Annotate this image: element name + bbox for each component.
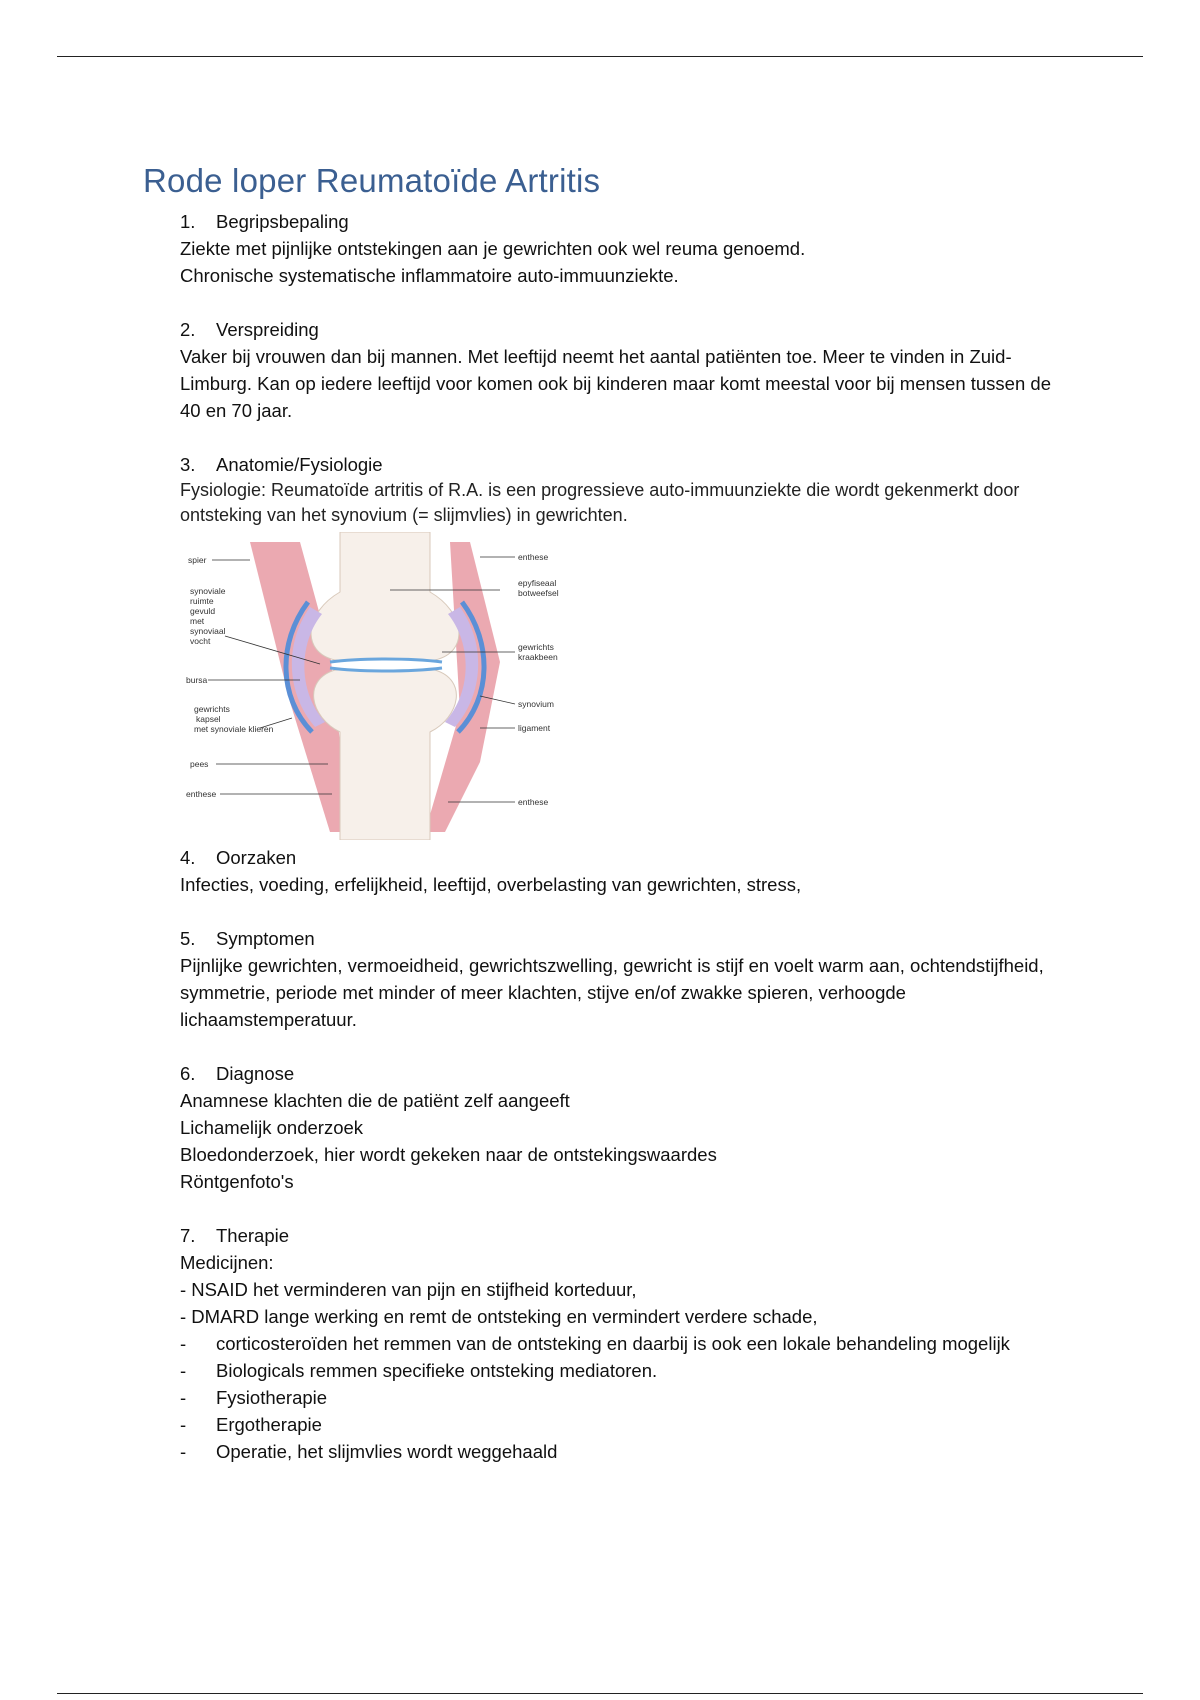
- label-epyfiseaal: epyfiseaal: [518, 578, 557, 588]
- paragraph-line: Medicijnen:: [180, 1252, 274, 1273]
- section-title: Begripsbepaling: [216, 211, 349, 232]
- list-item: - Biologicals remmen specifieke ontsteking mediatoren.: [180, 1360, 658, 1381]
- paragraph-line: Bloedonderzoek, hier wordt gekeken naar de ontstekingswaardes: [180, 1144, 717, 1165]
- joint-anatomy-figure: [180, 532, 580, 840]
- footer-rule: [57, 1693, 1143, 1694]
- page-title: Rode loper Reumatoïde Artritis: [143, 162, 601, 199]
- section-heading-oorzaken: [180, 844, 1060, 871]
- section-number: 1.: [180, 211, 196, 232]
- section-title: Verspreiding: [216, 319, 319, 340]
- paragraph-line: Lichamelijk onderzoek: [180, 1117, 364, 1138]
- document-body: [180, 208, 1060, 1465]
- paragraph-line: - NSAID het verminderen van pijn en stijfheid korteduur,: [180, 1279, 637, 1300]
- label-kraakbeen: kraakbeen: [518, 652, 558, 662]
- list-item: - Operatie, het slijmvlies wordt weggehaald: [180, 1441, 558, 1462]
- section-number: 4.: [180, 847, 196, 868]
- paragraph: Infecties, voeding, erfelijkheid, leeftijd, overbelasting van gewrichten, stress,: [180, 874, 802, 895]
- label-enthese-top: enthese: [518, 552, 549, 562]
- fysiologie-text: Fysiologie: Reumatoïde artritis of R.A. is een progressieve auto-immuunziekte die wordt gekenmerkt door ontsteking van het synovium (= slijmvlies) in gewrichten.: [180, 480, 1020, 525]
- fysiologie-paragraph: [180, 478, 1060, 528]
- section-heading-diagnose: [180, 1060, 1060, 1087]
- list-item: - corticosteroïden het remmen van de ontsteking en daarbij is ook een lokale behandeling mogelijk: [180, 1333, 1010, 1354]
- label-botweefsel: botweefsel: [518, 588, 559, 598]
- label-gevuld: gevuld: [190, 606, 216, 616]
- label-met: met: [190, 616, 205, 626]
- paragraph-line: Anamnese klachten die de patiënt zelf aangeeft: [180, 1090, 570, 1111]
- section-title: Diagnose: [216, 1063, 295, 1084]
- paragraph-line: Chronische systematische inflammatoire auto-immuunziekte.: [180, 265, 679, 286]
- label-enthese-bottom: enthese: [518, 797, 549, 807]
- cartilage: [330, 659, 442, 671]
- label-synoviaal: synoviaal: [190, 626, 226, 636]
- section-title: Symptomen: [216, 928, 315, 949]
- section-title: Anatomie/Fysiologie: [216, 454, 383, 475]
- paragraph: Vaker bij vrouwen dan bij mannen. Met leeftijd neemt het aantal patiënten toe. Meer te vinden in Zuid-Limburg. Kan op iedere leeftijd voor komen ook bij kinderen maar komt meestal voor bij mensen tussen de 40 en 70 jaar.: [180, 346, 1051, 421]
- label-spier: spier: [188, 555, 207, 565]
- section-number: 7.: [180, 1225, 196, 1246]
- paragraph-line: Röntgenfoto's: [180, 1171, 294, 1192]
- section-heading-therapie: [180, 1222, 1060, 1249]
- label-ruimte: ruimte: [190, 596, 214, 606]
- joint-diagram: [180, 532, 580, 840]
- label-ligament: ligament: [518, 723, 551, 733]
- label-synovium: synovium: [518, 699, 554, 709]
- paragraph-line: Ziekte met pijnlijke ontstekingen aan je gewrichten ook wel reuma genoemd.: [180, 238, 806, 259]
- label-met-synoviale-klieren: met synoviale klieren: [194, 724, 274, 734]
- section-heading-verspreiding: [180, 316, 1060, 343]
- label-synoviale: synoviale: [190, 586, 226, 596]
- section-heading-symptomen: [180, 925, 1060, 952]
- label-bursa: bursa: [186, 675, 208, 685]
- upper-bone: [311, 532, 459, 660]
- list-item: - Ergotherapie: [180, 1414, 322, 1435]
- section-number: 2.: [180, 319, 196, 340]
- paragraph-line: - DMARD lange werking en remt de ontsteking en vermindert verdere schade,: [180, 1306, 818, 1327]
- label-vocht: vocht: [190, 636, 211, 646]
- section-title: Oorzaken: [216, 847, 297, 868]
- section-number: 6.: [180, 1063, 196, 1084]
- label-gewrichts-right: gewrichts: [518, 642, 554, 652]
- section-heading-begripsbepaling: [180, 208, 1060, 235]
- label-enthese-left: enthese: [186, 789, 217, 799]
- label-pees: pees: [190, 759, 209, 769]
- list-item: - Fysiotherapie: [180, 1387, 328, 1408]
- label-kapsel: kapsel: [196, 714, 221, 724]
- label-gewrichts: gewrichts: [194, 704, 230, 714]
- section-number: 3.: [180, 454, 196, 475]
- section-heading-anatomie: [180, 451, 1060, 478]
- section-title: Therapie: [216, 1225, 290, 1246]
- paragraph: Pijnlijke gewrichten, vermoeidheid, gewrichtszwelling, gewricht is stijf en voelt warm aan, ochtendstijfheid, symmetrie, periode met minder of meer klachten, stijve en/of zwakke spieren, verhoogde lichaamstemperatuur.: [180, 955, 1044, 1030]
- header-rule: [57, 56, 1143, 57]
- section-number: 5.: [180, 928, 196, 949]
